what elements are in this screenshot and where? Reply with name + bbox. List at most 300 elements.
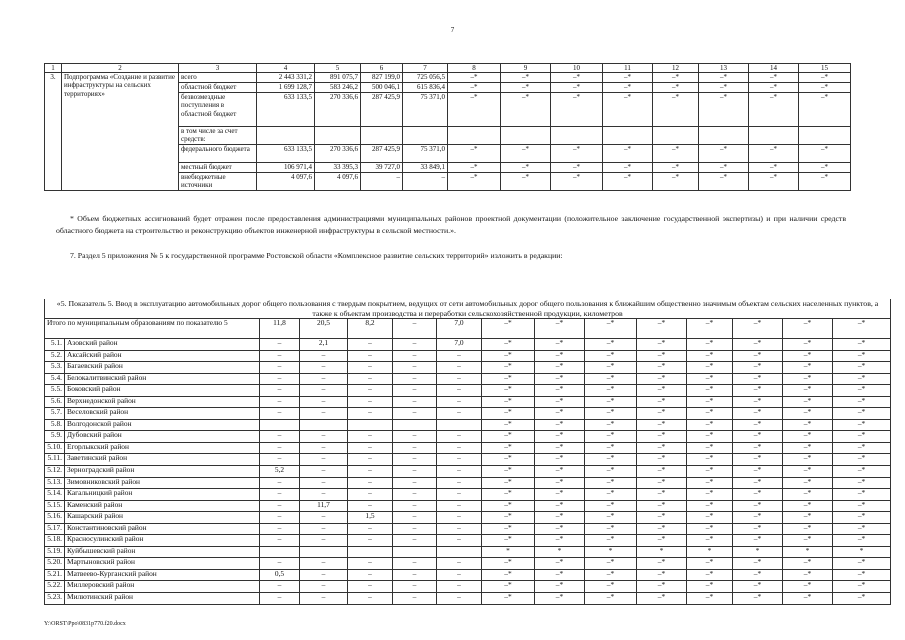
indicator-value: –*: [535, 535, 585, 547]
budget-value: –*: [799, 83, 851, 93]
budget-value: –*: [551, 163, 603, 173]
indicator-value: –*: [733, 362, 783, 374]
indicator-value: 11,7: [300, 500, 348, 512]
column-number: 11: [603, 64, 653, 73]
total-value: 8,2: [348, 319, 393, 339]
indicator-value: –*: [637, 535, 687, 547]
indicator-value: –*: [585, 512, 637, 524]
budget-value: –*: [749, 83, 799, 93]
budget-value: –*: [653, 163, 699, 173]
indicator-value: –*: [482, 477, 535, 489]
indicator-value: –*: [585, 396, 637, 408]
district-name: Веселовский район: [65, 408, 260, 420]
indicator-value: –*: [535, 523, 585, 535]
indicator-value: –*: [482, 350, 535, 362]
district-name: Константиновский район: [65, 523, 260, 535]
indicator-value: –*: [783, 339, 833, 351]
indicator-value: [260, 546, 300, 558]
indicator-value: –*: [535, 350, 585, 362]
indicator-value: –: [393, 431, 437, 443]
column-number: 12: [653, 64, 699, 73]
column-number: 3: [179, 64, 257, 73]
indicator-value: –*: [535, 431, 585, 443]
indicator-value: –*: [637, 419, 687, 431]
indicator-value: [437, 546, 482, 558]
budget-value: 4 097,6: [257, 173, 315, 191]
indicator-value: –*: [733, 523, 783, 535]
indicator-value: –: [348, 523, 393, 535]
indicator-value: –*: [482, 396, 535, 408]
indicator-value: –*: [783, 466, 833, 478]
row-number: 5.17.: [45, 523, 65, 535]
budget-value: [699, 127, 749, 145]
column-number: 1: [45, 64, 62, 73]
table-row: [45, 523, 891, 535]
table-row: [45, 396, 891, 408]
district-name: Белокалитвинский район: [65, 373, 260, 385]
row-number: 5.13.: [45, 477, 65, 489]
indicator-value: –*: [833, 373, 891, 385]
indicator-value: –*: [687, 442, 733, 454]
indicator-value: –: [393, 581, 437, 593]
total-value: –*: [833, 319, 891, 339]
district-name: Куйбышевский район: [65, 546, 260, 558]
indicator-value: –: [260, 593, 300, 605]
indicator-value: [348, 419, 393, 431]
indicator-value: –*: [783, 454, 833, 466]
table-row: [45, 362, 891, 374]
indicator-value: –*: [783, 500, 833, 512]
budget-value: –*: [653, 83, 699, 93]
indicator-table: [44, 299, 891, 605]
district-name: Боковский район: [65, 385, 260, 397]
indicator-value: –*: [733, 535, 783, 547]
indicator-value: –*: [783, 431, 833, 443]
indicator-value: –*: [535, 373, 585, 385]
indicator-value: –: [348, 350, 393, 362]
indicator-value: –: [437, 454, 482, 466]
indicator-value: –: [437, 362, 482, 374]
indicator-value: *: [783, 546, 833, 558]
column-number-row: [45, 64, 851, 73]
row-number: 5.9.: [45, 431, 65, 443]
indicator-value: –*: [482, 489, 535, 501]
total-value: –*: [637, 319, 687, 339]
budget-value: –*: [551, 83, 603, 93]
row-number: 5.5.: [45, 385, 65, 397]
row-number: 5.19.: [45, 546, 65, 558]
table-row: [45, 512, 891, 524]
indicator-value: –*: [585, 339, 637, 351]
indicator-value: –: [260, 581, 300, 593]
indicator-value: –*: [833, 385, 891, 397]
indicator-value: –*: [482, 523, 535, 535]
table-row: [45, 431, 891, 443]
indicator-value: –*: [535, 500, 585, 512]
row-number: 5.18.: [45, 535, 65, 547]
district-name: Миллеровский район: [65, 581, 260, 593]
budget-value: –*: [448, 93, 501, 127]
column-number: 2: [62, 64, 179, 73]
indicator-value: –*: [687, 593, 733, 605]
indicator-value: [260, 419, 300, 431]
indicator-value: –*: [733, 489, 783, 501]
indicator-value: *: [637, 546, 687, 558]
indicator-value: –*: [833, 512, 891, 524]
budget-value: 33 395,3: [315, 163, 361, 173]
indicator-value: –: [393, 477, 437, 489]
indicator-value: –*: [585, 350, 637, 362]
indicator-value: –: [437, 350, 482, 362]
indicator-value: –*: [637, 350, 687, 362]
indicator-value: –: [393, 454, 437, 466]
indicator-value: –*: [733, 466, 783, 478]
budget-value: 891 075,7: [315, 73, 361, 83]
indicator-value: –: [260, 373, 300, 385]
table-row: [45, 466, 891, 478]
indicator-value: –: [260, 339, 300, 351]
indicator-value: –*: [585, 431, 637, 443]
row-number: 5.20.: [45, 558, 65, 570]
budget-value: 583 246,2: [315, 83, 361, 93]
indicator-value: –*: [585, 489, 637, 501]
indicator-value: –*: [535, 419, 585, 431]
table-row: [45, 454, 891, 466]
column-number: 13: [699, 64, 749, 73]
indicator-value: –*: [733, 593, 783, 605]
indicator-value: –: [393, 466, 437, 478]
indicator-value: [393, 546, 437, 558]
indicator-value: –: [348, 454, 393, 466]
table-row: [45, 442, 891, 454]
row-number: 5.21.: [45, 569, 65, 581]
indicator-value: –: [300, 581, 348, 593]
indicator-value: –: [437, 581, 482, 593]
indicator-value: –*: [482, 558, 535, 570]
indicator-value: [437, 419, 482, 431]
budget-value: –: [403, 173, 448, 191]
table-row: [45, 350, 891, 362]
budget-value: [603, 127, 653, 145]
indicator-value: –*: [733, 339, 783, 351]
indicator-value: –: [348, 385, 393, 397]
indicator-value: –: [393, 489, 437, 501]
indicator-value: –: [300, 489, 348, 501]
indicator-value: –: [260, 385, 300, 397]
indicator-value: –*: [482, 500, 535, 512]
indicator-value: –*: [687, 512, 733, 524]
budget-value: –*: [749, 145, 799, 163]
indicator-value: –: [348, 558, 393, 570]
funding-source-label: областной бюджет: [179, 83, 257, 93]
budget-value: –*: [749, 73, 799, 83]
budget-value: –*: [448, 83, 501, 93]
row-number: 5.3.: [45, 362, 65, 374]
total-value: –*: [585, 319, 637, 339]
budget-value: –*: [653, 145, 699, 163]
indicator-value: –*: [535, 477, 585, 489]
budget-value: –*: [799, 163, 851, 173]
indicator-value: –: [260, 396, 300, 408]
indicator-value: –*: [733, 385, 783, 397]
indicator-value: –*: [833, 477, 891, 489]
indicator-value: –*: [783, 569, 833, 581]
indicator-value: –*: [637, 454, 687, 466]
table-row: [45, 546, 891, 558]
table-row: [45, 569, 891, 581]
row-number: 5.7.: [45, 408, 65, 420]
column-number: 7: [403, 64, 448, 73]
indicator-value: –: [348, 593, 393, 605]
indicator-value: –: [348, 477, 393, 489]
indicator-value: –*: [585, 408, 637, 420]
district-name: Милютинский район: [65, 593, 260, 605]
indicator-value: –: [348, 396, 393, 408]
indicator-value: –*: [585, 558, 637, 570]
indicator-value: –*: [783, 523, 833, 535]
budget-value: –*: [603, 163, 653, 173]
budget-value: [799, 127, 851, 145]
indicator-value: –*: [783, 558, 833, 570]
column-number: 5: [315, 64, 361, 73]
row-number: 5.8.: [45, 419, 65, 431]
indicator-value: –: [348, 362, 393, 374]
indicator-value: –*: [482, 512, 535, 524]
indicator-value: –: [300, 523, 348, 535]
column-number: 9: [501, 64, 551, 73]
indicator-value: –*: [585, 523, 637, 535]
indicator-value: –: [393, 512, 437, 524]
indicator-value: –*: [733, 419, 783, 431]
indicator-value: 7,0: [437, 339, 482, 351]
budget-value: –*: [603, 93, 653, 127]
indicator-value: –*: [733, 373, 783, 385]
indicator-value: –: [260, 454, 300, 466]
indicator-value: –*: [783, 396, 833, 408]
indicator-value: –*: [482, 385, 535, 397]
indicator-value: –*: [585, 385, 637, 397]
page-number: 7: [450, 26, 455, 34]
indicator-value: –: [348, 442, 393, 454]
indicator-value: –*: [687, 350, 733, 362]
indicator-value: –: [300, 466, 348, 478]
indicator-value: –*: [482, 339, 535, 351]
indicator-value: –*: [733, 431, 783, 443]
indicator-value: –*: [687, 396, 733, 408]
indicator-value: –: [300, 385, 348, 397]
indicator-value: –*: [687, 558, 733, 570]
indicator-value: –*: [637, 339, 687, 351]
budget-value: –*: [603, 73, 653, 83]
budget-value: –*: [501, 93, 551, 127]
indicator-value: –*: [687, 581, 733, 593]
indicator-value: *: [482, 546, 535, 558]
budget-value: 75 371,0: [403, 145, 448, 163]
indicator-value: –*: [687, 339, 733, 351]
indicator-value: –*: [733, 408, 783, 420]
indicator-value: –*: [687, 489, 733, 501]
program-name: Подпрограмма «Создание и развитие инфраструктуры на сельских территориях»: [62, 73, 179, 191]
row-number: 5.6.: [45, 396, 65, 408]
indicator-title-row: [45, 299, 891, 319]
indicator-value: –: [393, 373, 437, 385]
row-number: 5.2.: [45, 350, 65, 362]
indicator-value: [300, 546, 348, 558]
funding-source-label: в том числе за счет средств:: [179, 127, 257, 145]
section-instruction: 7. Раздел 5 приложения № 5 к государственной программе Ростовской области «Комплексное развитие сельских территорий» изложить в редакции:: [70, 251, 563, 260]
district-name: Егорлыкский район: [65, 442, 260, 454]
row-number: 5.23.: [45, 593, 65, 605]
budget-value: –*: [699, 73, 749, 83]
budget-value: –*: [653, 93, 699, 127]
indicator-value: –: [437, 385, 482, 397]
table-row: [45, 339, 891, 351]
indicator-value: –*: [637, 581, 687, 593]
indicator-value: –*: [783, 535, 833, 547]
column-number: 14: [749, 64, 799, 73]
indicator-value: –*: [687, 477, 733, 489]
budget-value: 39 727,0: [361, 163, 403, 173]
indicator-value: –: [393, 385, 437, 397]
indicator-value: –*: [733, 558, 783, 570]
indicator-value: –*: [535, 558, 585, 570]
indicator-value: –*: [687, 535, 733, 547]
indicator-value: –*: [833, 535, 891, 547]
row-number: 5.12.: [45, 466, 65, 478]
budget-value: –*: [448, 73, 501, 83]
indicator-value: –: [260, 350, 300, 362]
indicator-value: *: [535, 546, 585, 558]
budget-value: –*: [603, 145, 653, 163]
district-name: Кашарский район: [65, 512, 260, 524]
indicator-value: –*: [833, 581, 891, 593]
indicator-value: –*: [637, 408, 687, 420]
indicator-value: –*: [833, 431, 891, 443]
indicator-value: –: [348, 466, 393, 478]
indicator-value: –*: [833, 466, 891, 478]
indicator-value: –: [393, 442, 437, 454]
indicator-value: –*: [783, 489, 833, 501]
budget-value: [653, 127, 699, 145]
row-number: 3.: [45, 73, 62, 191]
budget-value: –*: [551, 173, 603, 191]
district-name: Кагальницкий район: [65, 489, 260, 501]
indicator-value: –: [393, 535, 437, 547]
indicator-value: *: [733, 546, 783, 558]
district-name: Багаевский район: [65, 362, 260, 374]
indicator-value: –: [260, 489, 300, 501]
indicator-value: –: [260, 535, 300, 547]
indicator-value: –: [300, 442, 348, 454]
budget-value: –*: [501, 145, 551, 163]
indicator-value: –*: [833, 408, 891, 420]
budget-value: [257, 127, 315, 145]
total-value: –*: [733, 319, 783, 339]
budget-value: –*: [501, 163, 551, 173]
total-label: Итого по муниципальным образованиям по показателю 5: [45, 319, 260, 339]
indicator-value: –: [393, 362, 437, 374]
indicator-value: –: [393, 339, 437, 351]
indicator-value: 5,2: [260, 466, 300, 478]
table-row: [45, 408, 891, 420]
indicator-value: –*: [535, 466, 585, 478]
budget-value: –*: [603, 83, 653, 93]
indicator-value: –: [300, 373, 348, 385]
budget-value: –*: [653, 173, 699, 191]
indicator-value: –*: [687, 466, 733, 478]
indicator-value: –*: [535, 489, 585, 501]
indicator-value: –: [300, 558, 348, 570]
row-number: 5.16.: [45, 512, 65, 524]
budget-value: –: [361, 173, 403, 191]
district-name: Зимовниковский район: [65, 477, 260, 489]
indicator-value: –: [437, 512, 482, 524]
indicator-value: –: [437, 373, 482, 385]
indicator-value: –*: [637, 362, 687, 374]
indicator-value: –*: [833, 489, 891, 501]
indicator-value: –: [393, 408, 437, 420]
indicator-value: –*: [833, 500, 891, 512]
funding-source-label: местный бюджет: [179, 163, 257, 173]
indicator-value: –*: [637, 385, 687, 397]
budget-value: –*: [799, 93, 851, 127]
indicator-value: –: [437, 500, 482, 512]
row-number: 5.10.: [45, 442, 65, 454]
indicator-value: –*: [535, 593, 585, 605]
indicator-value: –*: [535, 442, 585, 454]
budget-value: –*: [699, 93, 749, 127]
funding-source-label: внебюджетные источники: [179, 173, 257, 191]
budget-value: 725 056,5: [403, 73, 448, 83]
district-name: Азовский район: [65, 339, 260, 351]
indicator-value: –*: [733, 396, 783, 408]
funding-source-label: всего: [179, 73, 257, 83]
budget-value: 500 046,1: [361, 83, 403, 93]
row-number: 5.15.: [45, 500, 65, 512]
total-value: –*: [482, 319, 535, 339]
indicator-value: –*: [833, 362, 891, 374]
indicator-value: –*: [833, 350, 891, 362]
table-row: [45, 385, 891, 397]
indicator-value: –: [348, 408, 393, 420]
indicator-value: –: [260, 442, 300, 454]
indicator-value: –: [300, 350, 348, 362]
indicator-value: –*: [833, 593, 891, 605]
indicator-value: –*: [482, 569, 535, 581]
indicator-value: –*: [733, 581, 783, 593]
indicator-value: –*: [783, 593, 833, 605]
indicator-value: –*: [783, 442, 833, 454]
indicator-value: 2,1: [300, 339, 348, 351]
indicator-value: –: [348, 373, 393, 385]
indicator-value: –: [437, 593, 482, 605]
budget-value: –*: [799, 73, 851, 83]
budget-value: –*: [551, 145, 603, 163]
indicator-value: –*: [637, 477, 687, 489]
budget-value: –*: [699, 173, 749, 191]
table-row: [45, 535, 891, 547]
budget-value: 1 699 128,7: [257, 83, 315, 93]
total-row: [45, 319, 891, 339]
indicator-value: –: [393, 569, 437, 581]
indicator-value: –*: [637, 593, 687, 605]
indicator-value: –: [437, 477, 482, 489]
column-number: 6: [361, 64, 403, 73]
district-name: Верхнедонской район: [65, 396, 260, 408]
district-name: Зерноградский район: [65, 466, 260, 478]
indicator-value: –*: [585, 535, 637, 547]
indicator-value: –*: [833, 558, 891, 570]
